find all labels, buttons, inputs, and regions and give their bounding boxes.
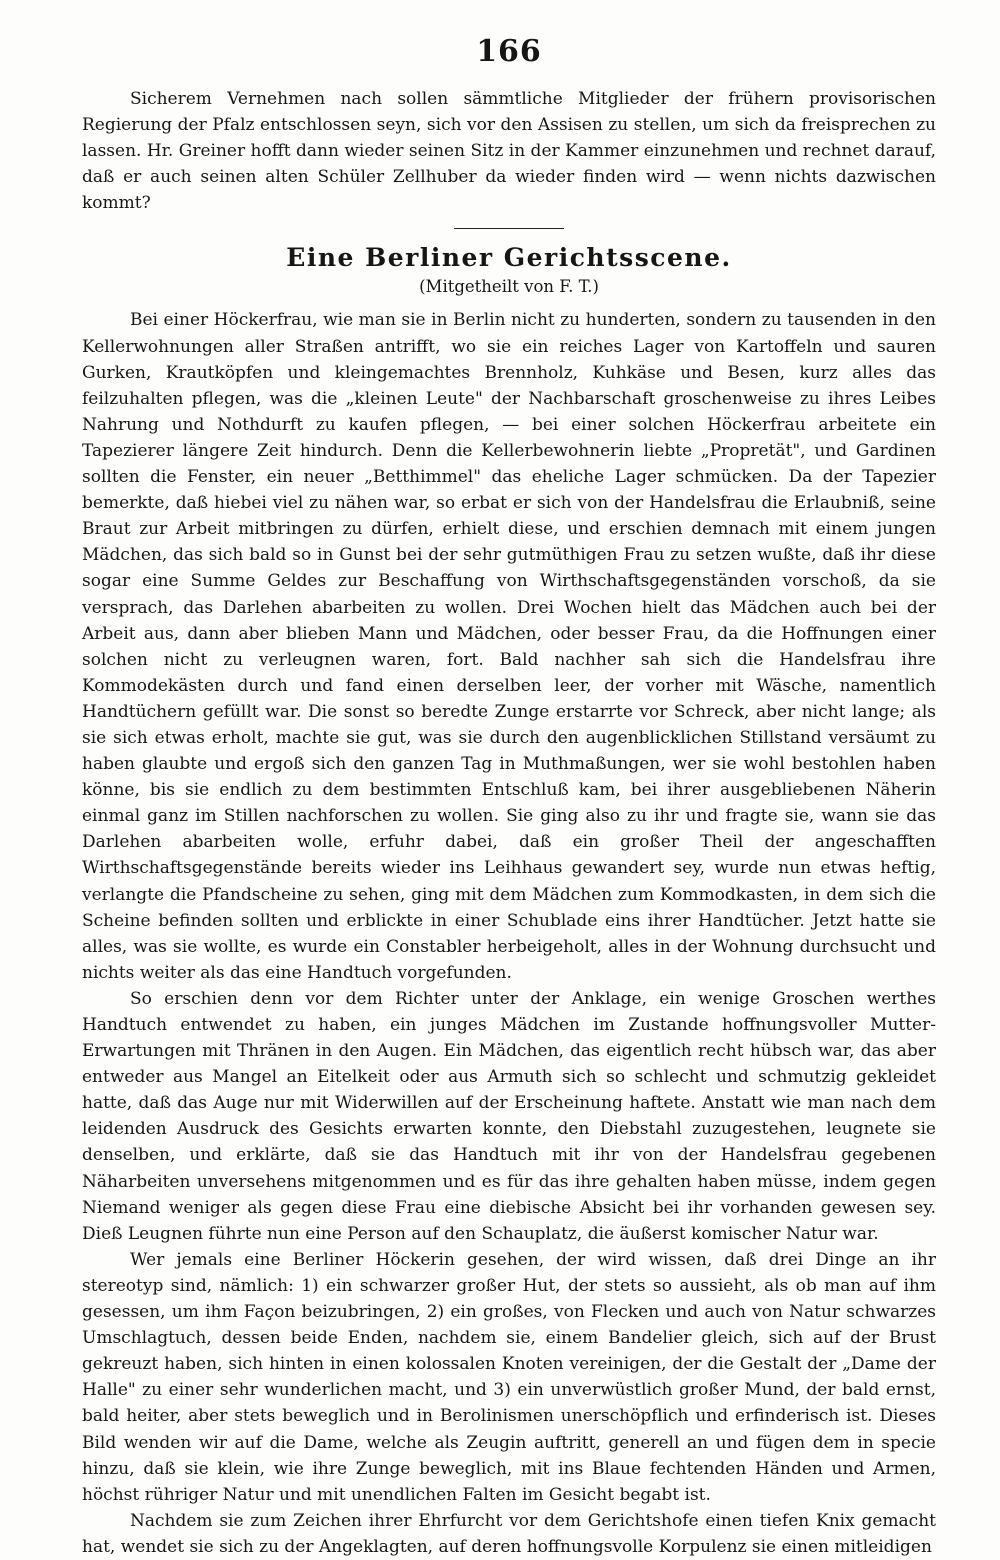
intro-paragraph: Sicherem Vernehmen nach sollen sämmtliche Mitglieder der frühern provisorischen Regierung der Pfalz entschlossen seyn, sich vor den Assisen zu stellen, um sich da freisprechen zu lassen. Hr. Greiner hofft dann wieder seinen Sitz in der Kammer einzunehmen und rechnet darauf, daß er auch seinen alten Schüler Zellhuber da wieder finden wird — wenn nichts dazwischen kommt?	[82, 89, 936, 214]
section-divider	[454, 228, 564, 229]
article-title: Eine Berliner Gerichtsscene.	[286, 243, 732, 273]
document-page	[82, 30, 936, 1560]
article-paragraph: Bei einer Höckerfrau, wie man sie in Berlin nicht zu hunderten, sondern zu tausenden in den Kellerwohnungen aller Straßen antrifft, wo sie ein reiches Lager von Kartoffeln und sauren Gurken, Krautköpfen und kleingemachtes Brennholz, Kuhkäse und Besen, kurz alles das feilzuhalten pflegen, was die „kleinen Leute" der Nachbarschaft groschenweise zu ihres Leibes Nahrung und Nothdurft zu kaufen pflegen, — bei einer solchen Höckerfrau arbeitete ein Tapezierer längere Zeit hindurch. Denn die Kellerbewohnerin liebte „Propretät", und Gardinen sollten die Fenster, ein neuer „Betthimmel" das eheliche Lager schmücken. Da der Tapezier bemerkte, daß hiebei viel zu nähen war, so erbat er sich von der Handelsfrau die Erlaubniß, seine Braut zur Arbeit mitbringen zu dürfen, erhielt diese, und erschien demnach mit einem jungen Mädchen, das sich bald so in Gunst bei der sehr gutmüthigen Frau zu setzen wußte, daß ihr diese sogar eine Summe Geldes zur Beschaffung von Wirthschaftsgegenständen vorschoß, da sie versprach, das Darlehen abarbeiten zu wollen. Drei Wochen hielt das Mädchen auch bei der Arbeit aus, dann aber blieben Mann und Mädchen, oder besser Frau, da die Hoffnungen einer solchen nicht zu verleugnen waren, fort. Bald nachher sah sich die Handelsfrau ihre Kommodekästen durch und fand einen derselben leer, der vorher mit Wäsche, namentlich Handtüchern gefüllt war. Die sonst so beredte Zunge erstarrte vor Schreck, aber nicht lange; als sie sich etwas erholt, machte sie gut, was sie durch den augenblicklichen Stillstand versäumt zu haben glaubte und ergoß sich den ganzen Tag in Muthmaßungen, wer sie wohl bestohlen haben könne, bis sie endlich zu dem bestimmten Entschluß kam, bei ihrer ausgebliebenen Näherin einmal ganz im Stillen nachforschen zu wollen. Sie ging also zu ihr und fragte sie, wann sie das Darlehen abarbeiten wolle, erfuhr dabei, daß ein großer Theil der angeschafften Wirthschaftsgegenstände bereits wieder ins Leihhaus gewandert sey, wurde nun etwas heftig, verlangte die Pfandscheine zu sehen, ging mit dem Mädchen zum Kommodkasten, in dem sich die Scheine befinden sollten und erblickte in einer Schublade eins ihrer Handtücher. Jetzt hatte sie alles, was sie wollte, es wurde ein Constabler herbeigeholt, alles in der Wohnung durchsucht und nichts weiter als das eine Handtuch vorgefunden.	[82, 310, 936, 983]
article-paragraph: Nachdem sie zum Zeichen ihrer Ehrfurcht vor dem Gerichtshofe einen tiefen Knix gemacht hat, wendet sie sich zu der Angeklagten, auf deren hoffnungsvolle Korpulenz sie einen mitleidigen	[82, 1510, 936, 1557]
article-paragraph: Wer jemals eine Berliner Höckerin gesehen, der wird wissen, daß drei Dinge an ihr stereotyp sind, nämlich: 1) ein schwarzer großer Hut, der stets so aussieht, als ob man auf ihm gesessen, um ihm Façon beizubringen, 2) ein großes, von Flecken und auch von Natur schwarzes Umschlagtuch, dessen beide Enden, nachdem sie, einem Bandelier gleich, sich auf der Brust gekreuzt haben, sich hinten in einen kolossalen Knoten vereinigen, der die Gestalt der „Dame der Halle" zu einer sehr wunderlichen macht, und 3) ein unverwüstlich großer Mund, der bald ernst, bald heiter, aber stets beweglich und in Berolinismen unerschöpflich und erfinderisch ist. Dieses Bild wenden wir auf die Dame, welche als Zeugin auftritt, generell an und fügen dem in specie hinzu, daß sie klein, wie ihre Zunge beweglich, mit ins Blaue fechtenden Händen und Armen, höchst rühriger Natur und mit unendlichen Falten im Gesicht begabt ist.	[82, 1249, 936, 1505]
article-byline: (Mitgetheilt von F. T.)	[419, 277, 599, 297]
article-paragraph: So erschien denn vor dem Richter unter der Anklage, ein wenige Groschen werthes Handtuch entwendet zu haben, ein junges Mädchen im Zustande hoffnungsvoller Mutter-Erwartungen mit Thränen in den Augen. Ein Mädchen, das eigentlich recht hübsch war, das aber entweder aus Mangel an Eitelkeit oder aus Armuth sich so schlecht und schmutzig gekleidet hatte, daß das Auge nur mit Widerwillen auf der Erscheinung haftete. Anstatt wie man nach dem leidenden Ausdruck des Gesichts erwarten konnte, den Diebstahl zuzugestehen, leugnete sie denselben, und erklärte, daß sie das Handtuch mit ihr von der Handelsfrau gegebenen Näharbeiten unversehens mitgenommen und es für das ihre gehalten haben müsse, indem gegen Niemand weniger als gegen diese Frau eine diebische Absicht bei ihr vorhanden gewesen sey. Dieß Leugnen führte nun eine Person auf den Schauplatz, die äußerst komischer Natur war.	[82, 988, 936, 1244]
page-number: 166	[476, 34, 542, 69]
